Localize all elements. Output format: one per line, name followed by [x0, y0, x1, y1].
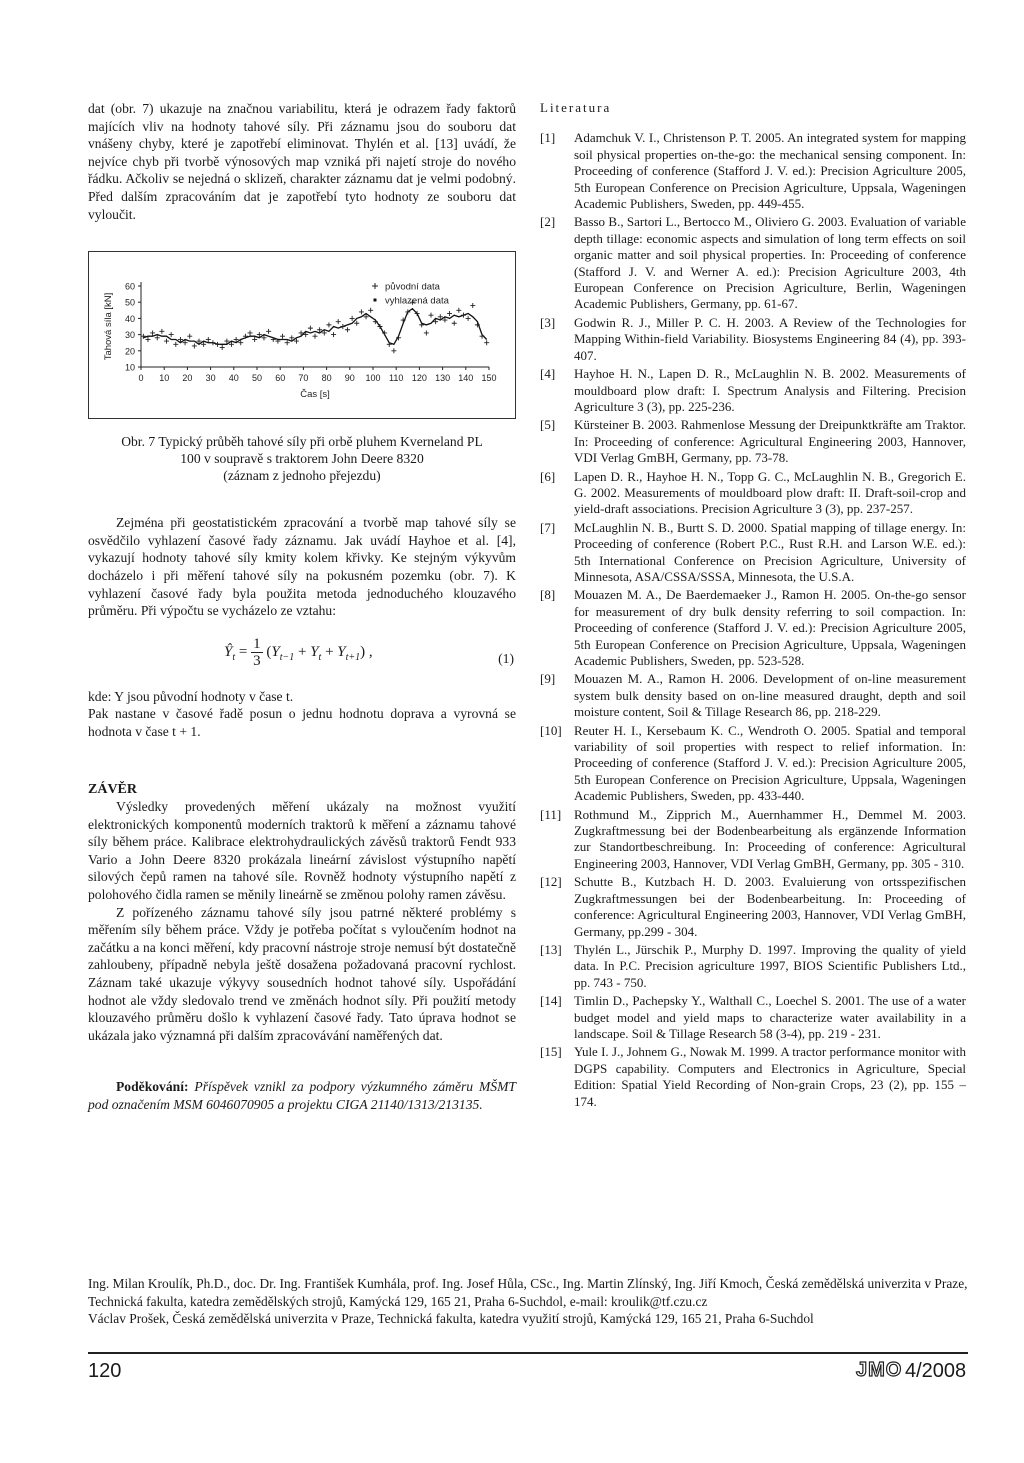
x-tick-label: 30 — [205, 373, 216, 384]
reference-item — [540, 315, 966, 364]
journal-logo: JMO — [856, 1359, 903, 1381]
data-point-raw — [419, 323, 424, 328]
draft-force-chart — [89, 252, 515, 418]
shift-paragraph: Pak nastane v časové řadě posun o jednu hodnotu doprava a vyrovná se hodnota v čase t + 1. — [88, 706, 516, 739]
data-point-raw — [285, 340, 290, 345]
reference-text: Timlin D., Pachepsky Y., Walthall C., Loechel S. 2001. The use of a water budget model and yield maps to characterize water availability in a landscape. Soil & Tillage Research 58 (3-4), pp. 219 - 231. — [574, 993, 966, 1041]
series-line-smoothed — [143, 309, 486, 345]
x-tick-label: 20 — [182, 373, 193, 384]
reference-number: [13] — [540, 941, 562, 957]
legend-label-raw: původní data — [385, 281, 440, 293]
reference-item — [540, 671, 966, 720]
reference-text: Adamchuk V. I., Christenson P. T. 2005. An integrated system for mapping soil physical properties on-the-go: the mechanical sensing component. In: Proceeding of conference (Stafford J. V. ed.): Precision Agriculture 2005, 5th European Conference on Precision Agriculture, Uppsala, Wageningen Academic Publishers, Sweden, pp. 449-455. — [574, 130, 966, 212]
reference-number: [2] — [540, 214, 556, 230]
data-point-raw — [192, 344, 197, 349]
data-point-raw — [350, 316, 355, 321]
reference-number: [8] — [540, 587, 556, 603]
data-point-raw — [452, 321, 457, 326]
reference-text: Kürsteiner B. 2003. Rahmenlose Messung der Dreipunktkräfte am Traktor. In: Proceeding of conference: Agricultural Engineering 2003, Hannover, VDI Verlag GmBH, Germany, pp. 73-78. — [574, 417, 966, 466]
x-tick-label: 90 — [344, 373, 355, 384]
x-tick-label: 100 — [365, 373, 381, 384]
y-tick-label: 10 — [124, 362, 135, 373]
reference-item — [540, 366, 966, 415]
data-point-raw — [484, 340, 489, 345]
reference-text: Mouazen M. A., De Baerdemaeker J., Ramon H. 2005. On-the-go sensor for measurement of dry bulk density referring to soil compaction. In: Proceeding of conference (Stafford J. V. ed.): Precision Agriculture 2005, 5th European Conference on Precision Agriculture, Uppsala, Wageningen Academic Publishers, Sweden, pp. 523-528. — [574, 587, 966, 668]
data-point-raw — [336, 319, 341, 324]
y-tick-label: 50 — [124, 297, 135, 308]
reference-item — [540, 723, 966, 805]
x-tick-label: 50 — [251, 373, 263, 384]
reference-number: [6] — [540, 468, 556, 484]
reference-item — [540, 942, 966, 991]
reference-number: [14] — [540, 993, 562, 1009]
figure-caption — [102, 433, 502, 484]
reference-text: Schutte B., Kutzbach H. D. 2003. Evaluierung von ortsspezifischen Zugkraftmessungen bei der Bodenbearbeitung. In: Proceeding of conference: Agricultural Engineering 2003, Hannover, VDI Verlag GmBH, Germany, pp.299 - 304. — [574, 874, 966, 939]
data-point-raw — [206, 337, 211, 342]
y-tick-label: 20 — [124, 346, 135, 357]
ack-label: Poděkování: — [116, 1079, 189, 1095]
x-tick-label: 70 — [298, 373, 309, 384]
data-point-raw — [345, 327, 350, 332]
data-point-raw — [387, 342, 392, 347]
reference-list — [540, 130, 966, 1110]
reference-text: Hayhoe H. N., Lapen D. R., McLaughlin N. B. 2002. Measurements of mouldboard plow draft: I. Spectrum Analysis and Filtering. Precision Agriculture 3 (3), pp. 225-236. — [574, 366, 966, 414]
x-tick-label: 130 — [435, 373, 451, 384]
data-point-raw — [280, 334, 285, 339]
reference-number: [7] — [540, 519, 556, 535]
legend-marker-raw — [372, 283, 378, 289]
y-tick-label: 60 — [124, 281, 135, 292]
x-tick-label: 10 — [159, 373, 170, 384]
data-point-raw — [368, 308, 373, 313]
caption-line-1: Obr. 7 Typický průběh tahové síly při orbě pluhem Kverneland PL — [121, 434, 483, 450]
reference-number: [12] — [540, 874, 562, 890]
reference-number: [5] — [540, 417, 556, 433]
right-column — [540, 100, 966, 1112]
x-tick-label: 120 — [411, 373, 427, 384]
footer-rule — [88, 1352, 968, 1354]
data-point-raw — [391, 348, 396, 353]
data-point-raw — [141, 334, 146, 339]
x-axis-label: Čas [s] — [300, 389, 330, 401]
y-tick-label: 30 — [124, 330, 135, 341]
reference-number: [11] — [540, 806, 562, 822]
reference-item — [540, 587, 966, 669]
reference-number: [9] — [540, 671, 556, 687]
data-point-raw — [169, 332, 174, 337]
data-point-raw — [215, 342, 220, 347]
x-tick-label: 150 — [481, 373, 497, 384]
intro-paragraph: dat (obr. 7) ukazuje na značnou variabilitu, která je odrazem řady faktorů majících vliv na hodnoty tahové síly. Při záznamu jsou do souboru dat vnášeny chyby, které je zapotřebí eliminovat. Thylén et al. [13] uvádí, že nejvíce chyb při tvorbě výnosových map vzniká při najetí stroje do nového řádku. Ačkoliv se nejedná o sklizeň, charakter záznamu dat je velmi podobný. Před dalším zpracováním dat je zapotřebí tyto hodnoty ze souboru dat vyloučit. — [88, 101, 516, 222]
data-point-raw — [150, 331, 155, 336]
equation-body: $Ŷ_t$ = $\frac{1}{3}$ $(Y_{t-1} + Y_t + Y_{t+1})$ , — [224, 635, 373, 669]
conclusion-paragraph-2: Z pořízeného záznamu tahové síly jsou patrné některé problémy s měřením síly během práce. Vždy je potřeba počítat s vyloučením hodnot na začátku a na konci měření, kdy pracovní nástroje stroje nemusí být dostatečně zahloubeny, případně nebyla ještě dosažena požadovaná pracovní rychlost. Záznam také ukazuje výkyvy sousedních hodnot tahové síly. Uspořádání hodnot ale vždy sledovalo trend ve změnách hodnot síly. Při použití metody klouzavého průměru došlo k vyhlazení časové řady. Tato úprava hodnot se ukázala jako významná při dalším zpracovávání naměřených dat. — [88, 904, 516, 1043]
equation-where: kde: Y jsou původní hodnoty v čase t. — [88, 688, 294, 704]
data-point-raw — [187, 334, 192, 339]
data-point-raw — [159, 329, 164, 334]
reference-text: Reuter H. I., Kersebaum K. C., Wendroth O. 2005. Spatial and temporal variability of soil properties with respect to relief information. In: Proceeding of conference (Stafford J. V. ed.): Precision Agriculture 2005, 5th European Conference on Precision Agriculture, Uppsala, Wageningen Academic Publishers, Sweden, pp. 433-440. — [574, 722, 966, 804]
ack-text: Příspěvek vznikl za podpory výzkumného záměru MŠMT pod označením MSM 6046070905 a projektu CIGA 21140/1313/213135. — [88, 1079, 516, 1112]
reference-item — [540, 214, 966, 312]
author-affiliations — [88, 1275, 968, 1328]
data-point-raw — [155, 335, 160, 340]
reference-number: [15] — [540, 1044, 562, 1060]
data-point-raw — [266, 329, 271, 334]
figure-7 — [88, 251, 516, 419]
data-point-raw — [308, 326, 313, 331]
data-point-raw — [220, 345, 225, 350]
data-point-raw — [173, 342, 178, 347]
data-point-raw — [326, 323, 331, 328]
x-tick-label: 40 — [228, 373, 239, 384]
y-tick-label: 40 — [124, 314, 135, 325]
reference-text: Basso B., Sartori L., Bertocco M., Oliviero G. 2003. Evaluation of variable depth tillage: economic aspects and simulation of long term effects on soil organic matter and soil physical properties. In: Proceeding of conference (Stafford J. V. and Werner A. ed.): Precision Agriculture 2003, 4th European Conference on Precision Agriculture, Berlin, Wageningen Academic Publishers, Germany, pp. 61-67. — [574, 214, 966, 312]
reference-number: [10] — [540, 722, 562, 738]
x-tick-label: 60 — [275, 373, 286, 384]
data-point-raw — [248, 331, 253, 336]
caption-line-3: (záznam z jednoho přejezdu) — [223, 468, 381, 484]
caption-line-2: 100 v soupravě s traktorem John Deere 8320 — [180, 451, 424, 467]
x-tick-label: 0 — [138, 373, 144, 384]
y-axis-label: Tahová síla [kN] — [103, 292, 114, 361]
reference-number: [3] — [540, 314, 556, 330]
reference-item — [540, 874, 966, 940]
authors-line-1: Ing. Milan Kroulík, Ph.D., doc. Dr. Ing. František Kumhála, prof. Ing. Josef Hůla, CSc., Ing. Martin Zlínský, Ing. Jiří Kmoch, Česká zemědělská univerzita v Praze, Technická fakulta, katedra zemědělských strojů, Kamýcká 129, 165 21, Praha 6-Suchdol, e-mail: kroulik@tf.czu.cz — [88, 1276, 968, 1309]
legend-marker-smoothed — [374, 299, 377, 302]
reference-item — [540, 520, 966, 586]
reference-item — [540, 417, 966, 466]
reference-number: [4] — [540, 366, 556, 382]
reference-text: Lapen D. R., Hayhoe H. N., Topp G. C., McLaughlin N. B., Gregorich E. G. 2002. Measurements of mouldboard plow draft: II. Draft-soil-crop and yield-draft associations. Precision Agriculture 3 (3), pp. 237-257. — [574, 468, 966, 517]
left-column — [88, 100, 516, 1114]
data-point-raw — [359, 310, 364, 315]
equation-1 — [88, 632, 516, 688]
data-point-raw — [252, 337, 257, 342]
reference-item — [540, 1044, 966, 1110]
data-point-raw — [210, 340, 215, 345]
reference-text: Rothmund M., Zipprich M., Auernhammer H., Demmel M. 2003. Zugkraftmessung bei der Bodenbearbeitung als ergänzende Information zur Standortbeschreibung. In: Proceeding of conference: Agricultural Engineering 2003, Hannover, VDI Verlag GmBH, Germany, pp. 305 - 310. — [574, 806, 966, 871]
data-point-raw — [340, 324, 345, 329]
reference-text: McLaughlin N. B., Burtt S. D. 2000. Spatial mapping of tillage energy. In: Proceeding of conference (Robert P.C., Rust R.H. and Larson W.E. ed.): 5th International Conference on Precision Agriculture, University of Minnesota, ASA/CSSA/SSSA, Minnesota, the U.S.A. — [574, 519, 966, 584]
data-point-raw — [429, 313, 434, 318]
data-point-raw — [480, 334, 485, 339]
conclusion-paragraph-1: Výsledky provedených měření ukázaly na možnost využití elektronických komponentů moderních traktorů k měření a záznamu tahové síly během práce. Kalibrace elektrohydraulických závěsů traktorů Fendt 933 Vario a John Deere 8320 prokázala lineární závislost výstupního napětí silových čepů ramen na tahové síle. Rovněž hodnoty výstupního napětí z polohového čidla ramen se měnily lineárně se změnou polohy ramen závěsu. — [88, 799, 516, 903]
conclusion-heading: ZÁVĚR — [88, 781, 138, 797]
smoothing-paragraph: Zejména při geostatistickém zpracování a tvorbě map tahové síly se osvědčilo vyhlazení časové řady záznamu. Jak uvádí Hayhoe et al. [4], vykazují hodnoty tahové síly kmity kolem křivky. Ke stejným výkyvům docházelo i při měření tahové síly na pokusném pozemku (obr. 7). K vyhlazení časové řady byla použita metoda jednoduchého klouzavého průměru. Při výpočtu se vycházelo ze vztahu: — [88, 515, 516, 619]
data-point-raw — [466, 316, 471, 321]
reference-item — [540, 469, 966, 518]
page-number: 120 — [88, 1360, 122, 1382]
authors-line-2: Václav Prošek, Česká zemědělská univerzita v Praze, Technická fakulta, katedra využití strojů, Kamýcká 129, 165 21, Praha 6-Suchdol — [88, 1311, 814, 1327]
reference-text: Godwin R. J., Miller P. C. H. 2003. A Review of the Technologies for Mapping Within-field Variability. Biosystems Engineering 84 (4), pp. 393-407. — [574, 314, 966, 363]
acknowledgement — [88, 1078, 516, 1113]
data-point-raw — [461, 313, 466, 318]
reference-item — [540, 807, 966, 873]
x-tick-label: 110 — [389, 373, 404, 384]
x-tick-label: 140 — [458, 373, 474, 384]
reference-item — [540, 993, 966, 1042]
data-point-raw — [145, 337, 150, 342]
data-point-raw — [456, 308, 461, 313]
data-point-raw — [313, 334, 318, 339]
legend-label-smoothed: vyhlazená data — [385, 295, 449, 307]
data-point-raw — [424, 331, 429, 336]
reference-text: Thylén L., Jürschik P., Murphy D. 1997. Improving the quality of yield data. In P.C. Precision agriculture 1997, BIOS Scientific Publishers Ltd., pp. 743 - 750. — [574, 941, 966, 990]
data-point-raw — [470, 303, 475, 308]
reference-item — [540, 130, 966, 212]
reference-text: Yule I. J., Johnem G., Nowak M. 1999. A tractor performance monitor with DGPS capability. Computers and Electronics in Agriculture, Special Edition: Spatial Yield Recording of Non-grain Crops, 23 (2), pp. 155 – 174. — [574, 1044, 966, 1109]
reference-number: [1] — [540, 130, 556, 146]
literature-heading: Literatura — [540, 100, 612, 115]
data-point-raw — [354, 321, 359, 326]
reference-text: Mouazen M. A., Ramon H. 2006. Development of on-line measurement system bulk density based on on-line measured draught, depth and soil moisture content, Soil & Tillage Research 86, pp. 218-229. — [574, 671, 966, 720]
data-point-raw — [164, 339, 169, 344]
issue-number: 4/2008 — [905, 1360, 967, 1382]
x-tick-label: 80 — [321, 373, 332, 384]
data-point-raw — [331, 332, 336, 337]
equation-number: (1) — [498, 650, 514, 666]
data-point-raw — [447, 311, 452, 316]
